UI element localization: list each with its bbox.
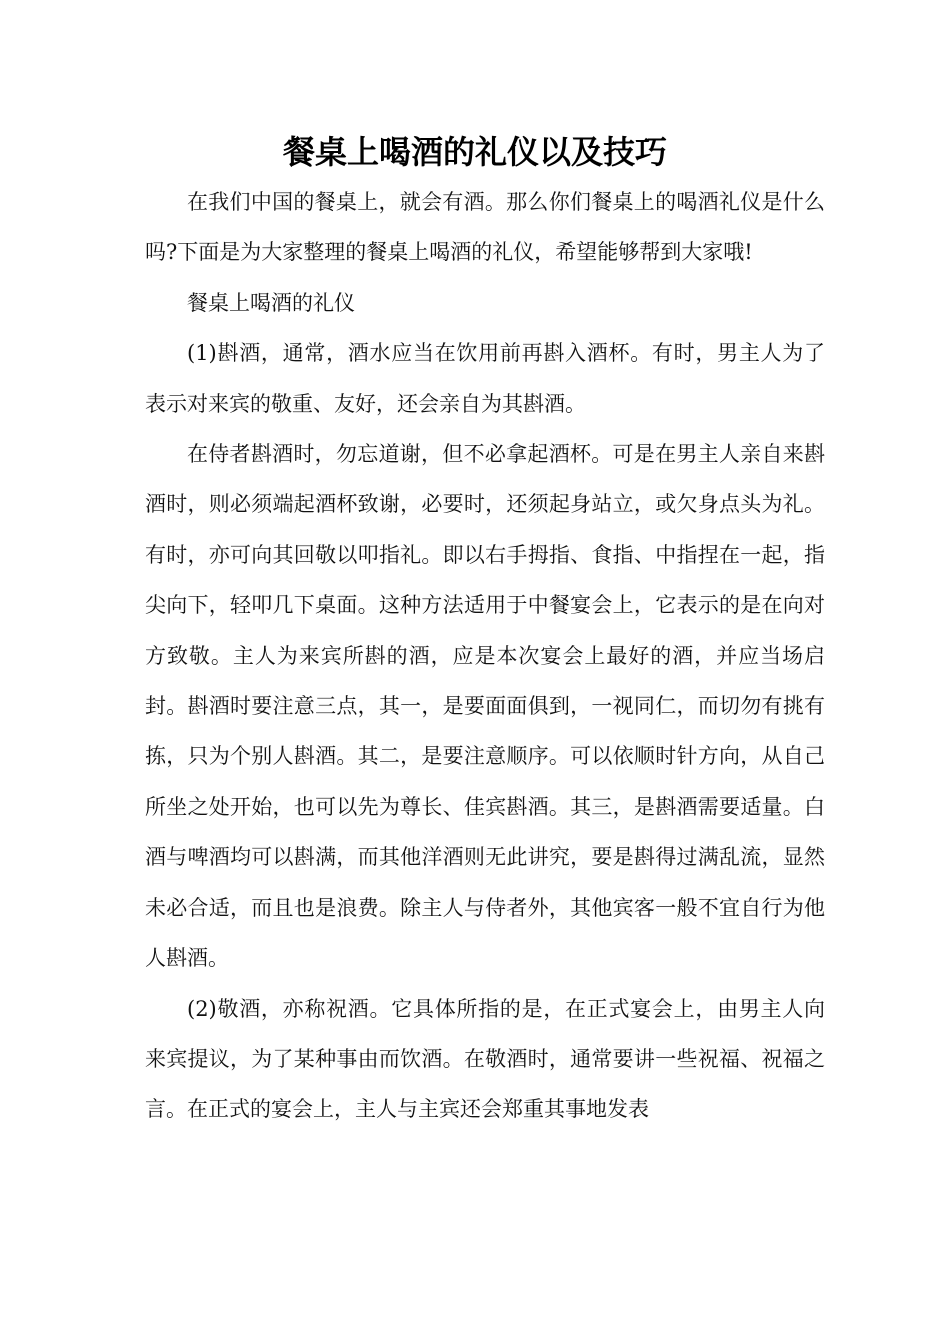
paragraph-pouring: (1)斟酒，通常，酒水应当在饮用前再斟入酒杯。有时，男主人为了表示对来宾的敬重、友好，还会亲自为其斟酒。 [145,341,825,416]
paragraph-toasting: (2)敬酒，亦称祝酒。它具体所指的是，在正式宴会上，由男主人向来宾提议，为了某种事由而饮酒。在敬酒时，通常要讲一些祝福、祝福之言。在正式的宴会上，主人与主宾还会郑重其事地发表 [145,996,825,1122]
paragraph-pouring-details: 在侍者斟酒时，勿忘道谢，但不必拿起酒杯。可是在男主人亲自来斟酒时，则必须端起酒杯致谢，必要时，还须起身站立，或欠身点头为礼。有时，亦可向其回敬以叩指礼。即以右手拇指、食指、中指捏在一起，指尖向下，轻叩几下桌面。这种方法适用于中餐宴会上，它表示的是在向对方致敬。主人为来宾所斟的酒，应是本次宴会上最好的酒，并应当场启封。斟酒时要注意三点，其一，是要面面俱到，一视同仁，而切勿有挑有拣，只为个别人斟酒。其二，是要注意顺序。可以依顺时针方向，从自己所坐之处开始，也可以先为尊长、佳宾斟酒。其三，是斟酒需要适量。白酒与啤酒均可以斟满，而其他洋酒则无此讲究，要是斟得过满乱流，显然未必合适，而且也是浪费。除主人与侍者外，其他宾客一般不宜自行为他人斟酒。 [145,442,825,971]
section-heading: 餐桌上喝酒的礼仪 [187,290,355,315]
document-title: 餐桌上喝酒的礼仪以及技巧 [282,133,667,171]
document-body [145,177,825,1135]
paragraph-intro: 在我们中国的餐桌上，就会有酒。那么你们餐桌上的喝酒礼仪是什么吗?下面是为大家整理的餐桌上喝酒的礼仪，希望能够帮到大家哦! [145,190,825,265]
